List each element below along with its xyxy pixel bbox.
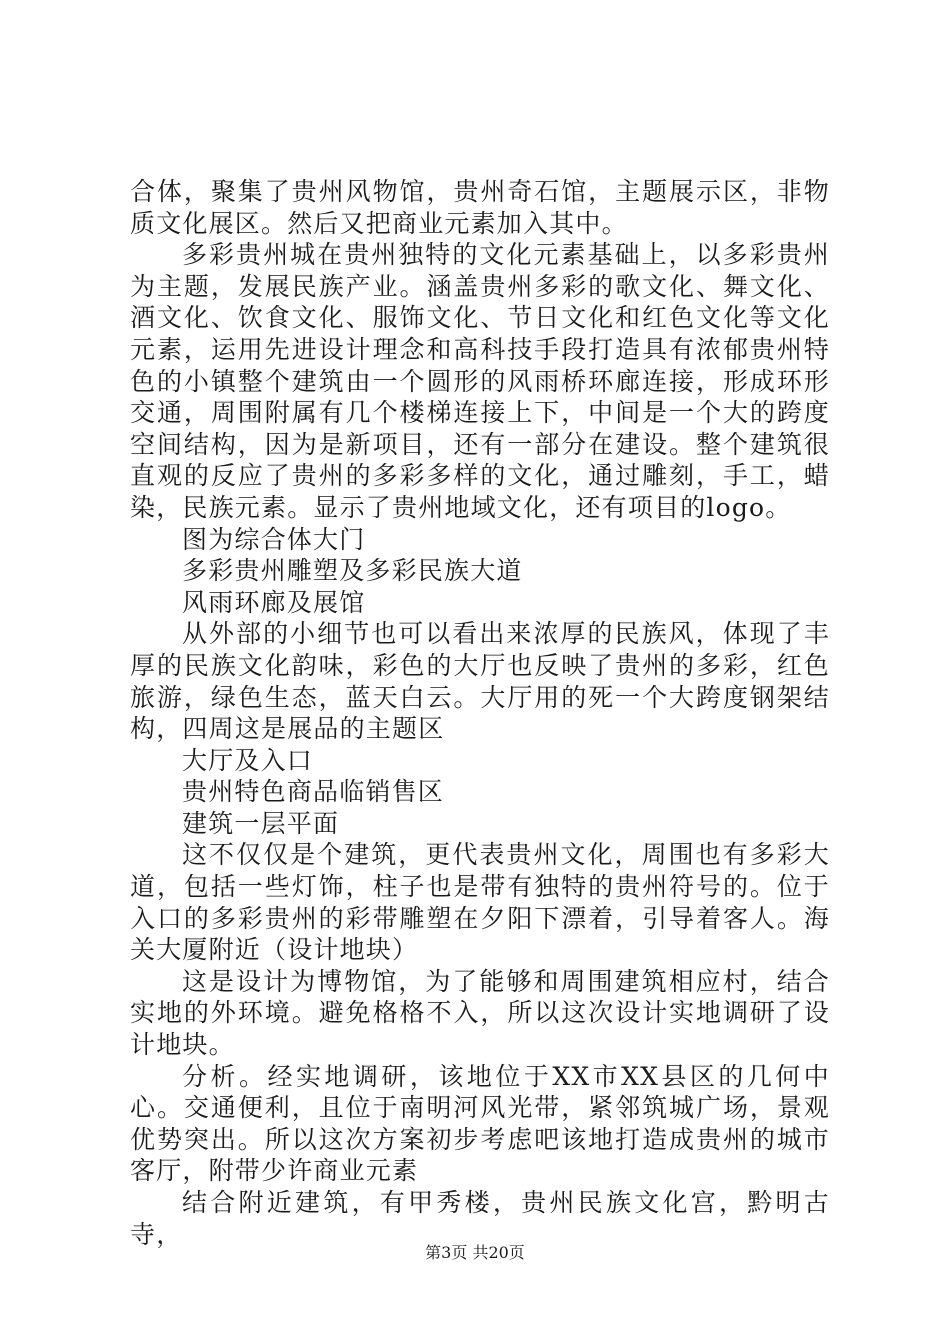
document-body <box>130 176 830 1250</box>
paragraph: 这不仅仅是个建筑，更代表贵州文化，周围也有多彩大道，包括一些灯饰，柱子也是带有独特的贵州符号的。位于入口的多彩贵州的彩带雕塑在夕阳下漂着，引导着客人。海关大厦附近（设计地块） <box>130 840 830 965</box>
figure-caption: 图为综合体大门 <box>182 524 366 554</box>
paragraph: 这是设计为博物馆，为了能够和周围建筑相应村，结合实地的外环境。避免格格不入，所以这次设计实地调研了设计地块。 <box>130 966 830 1060</box>
figure-caption: 贵州特色商品临销售区 <box>182 777 445 807</box>
paragraph: 多彩贵州城在贵州独特的文化元素基础上，以多彩贵州为主题，发展民族产业。涵盖贵州多彩的歌文化、舞文化、酒文化、饮食文化、服饰文化、节日文化和红色文化等文化元素，运用先进设计理念和高科技手段打造具有浓郁贵州特色的小镇整个建筑由一个圆形的风雨桥环廊连接，形成环形交通，周围附属有几个楼梯连接上下，中间是一个大的跨度空间结构，因为是新项目，还有一部分在建设。整个建筑很直观的反应了贵州的多彩多样的文化，通过雕刻，手工，蜡染，民族元素。显示了贵州地域文化，还有项目的logo。 <box>130 240 830 522</box>
paragraph: 分析。经实地调研，该地位于XX市XX县区的几何中心。交通便利，且位于南明河风光带，紧邻筑城广场，景观优势突出。所以这次方案初步考虑吧该地打造成贵州的城市客厅，附带少许商业元素 <box>130 1061 830 1186</box>
page-number-footer: 第3页 共20页 <box>425 1243 525 1262</box>
paragraph: 结合附近建筑，有甲秀楼，贵州民族文化宫，黔明古寺， <box>130 1188 830 1249</box>
figure-caption: 风雨环廊及展馆 <box>182 587 366 617</box>
figure-caption: 多彩贵州雕塑及多彩民族大道 <box>182 556 523 586</box>
figure-caption: 大厅及入口 <box>182 745 314 775</box>
paragraph: 从外部的小细节也可以看出来浓厚的民族风，体现了丰厚的民族文化韵味，彩色的大厅也反映了贵州的多彩，红色旅游，绿色生态，蓝天白云。大厅用的死一个大跨度钢架结构，四周这是展品的主题区 <box>130 619 830 744</box>
paragraph: 合体，聚集了贵州风物馆，贵州奇石馆，主题展示区，非物质文化展区。然后又把商业元素加入其中。 <box>130 177 830 238</box>
figure-caption: 建筑一层平面 <box>182 808 340 838</box>
